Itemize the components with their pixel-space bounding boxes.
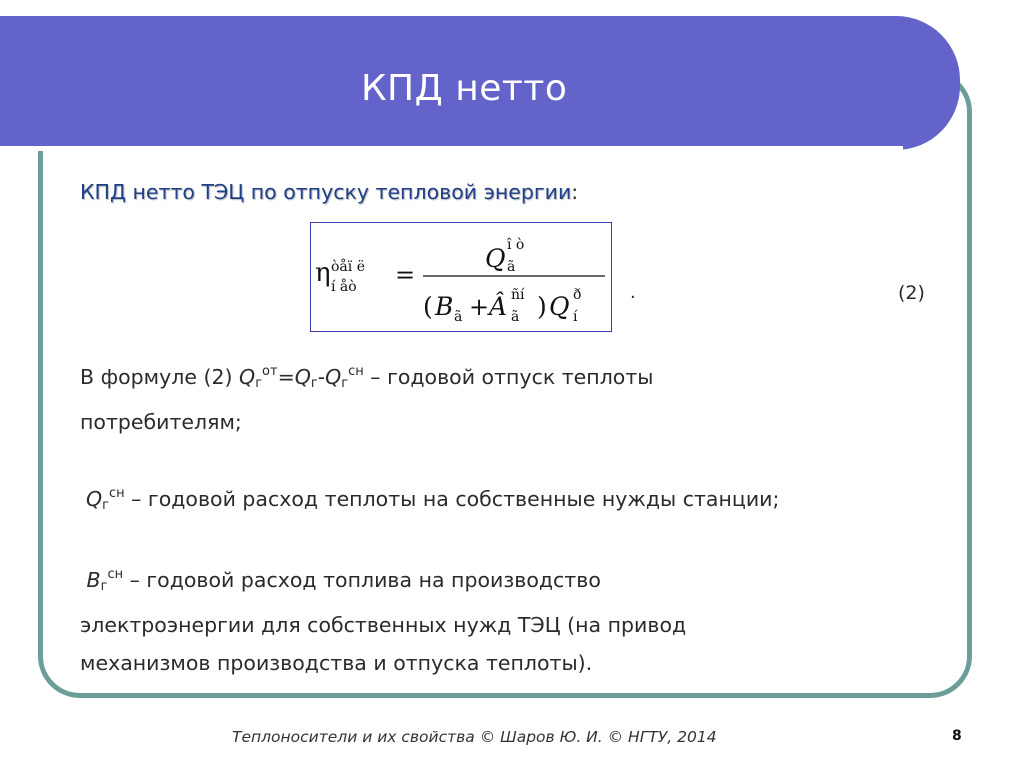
title-underline bbox=[0, 146, 903, 151]
para3-text: – годовой расход топлива на производство bbox=[123, 568, 601, 592]
paragraph-1 bbox=[80, 353, 653, 441]
formula-num-sup: î ò bbox=[507, 237, 525, 253]
para1-q1-sub: г bbox=[255, 376, 263, 391]
formula-eta-sub: í åò bbox=[331, 279, 357, 295]
formula-q-denominator: Q bbox=[549, 292, 570, 321]
para2-sub: г bbox=[102, 498, 109, 513]
formula-num-sub: ã bbox=[507, 259, 516, 275]
formula-dot: . bbox=[630, 282, 636, 303]
para3-sub: г bbox=[100, 579, 108, 594]
para2-sup: сн bbox=[108, 486, 125, 501]
para1-q2: Q bbox=[294, 365, 311, 389]
para1-text: В формуле (2) bbox=[80, 365, 240, 389]
para1-eq: = bbox=[277, 365, 295, 389]
formula-box bbox=[310, 222, 612, 332]
formula-q-sub: í bbox=[573, 309, 578, 325]
title-bar bbox=[0, 16, 960, 150]
para1-rest: – годовой отпуск теплоты bbox=[363, 365, 654, 389]
page-number: 8 bbox=[952, 728, 962, 744]
formula-a: Â bbox=[489, 292, 508, 321]
para1-q3-sup: сн bbox=[348, 364, 364, 379]
para1-q3: Q bbox=[325, 365, 342, 389]
para1-q2-sub: г bbox=[310, 376, 318, 391]
subtitle-text: КПД нетто ТЭЦ по отпуску тепловой энергии bbox=[80, 180, 572, 204]
formula-q-numerator: Q bbox=[485, 244, 506, 273]
formula-lparen: ( bbox=[423, 292, 433, 321]
formula-q-sup: ð bbox=[573, 287, 582, 303]
paragraph-1-line-1 bbox=[80, 353, 653, 403]
paragraph-3-line-3: механизмов производства и отпуска теплоты). bbox=[80, 651, 593, 675]
formula-plus: + bbox=[469, 293, 490, 321]
paragraph-2 bbox=[86, 475, 779, 525]
footer: Теплоносители и их свойства © Шаров Ю. И. © НГТУ, 2014 bbox=[232, 728, 717, 746]
para1-minus: - bbox=[317, 365, 326, 389]
subtitle-colon: : bbox=[571, 180, 579, 204]
formula-rparen: ) bbox=[537, 292, 547, 321]
para3-sup: сн bbox=[107, 567, 124, 582]
equation-number: (2) bbox=[898, 282, 925, 304]
formula-eta: η bbox=[315, 258, 331, 288]
formula-eta-sup: òåï ë bbox=[331, 259, 365, 275]
formula-b: B bbox=[435, 292, 454, 321]
para2-q: Q bbox=[86, 487, 103, 511]
subtitle bbox=[80, 180, 578, 204]
formula-equals: = bbox=[395, 261, 416, 289]
paragraph-1-line-2: потребителям; bbox=[80, 410, 242, 434]
para1-q3-sub: г bbox=[341, 376, 349, 391]
paragraph-3-line-1 bbox=[80, 556, 686, 606]
paragraph-3-line-2: электроэнергии для собственных нужд ТЭЦ (на привод bbox=[80, 613, 687, 637]
formula-a-sub: ã bbox=[511, 309, 520, 325]
para3-b: B bbox=[86, 568, 101, 592]
formula-a-sup: ñí bbox=[511, 287, 525, 303]
formula bbox=[311, 223, 611, 331]
para1-q1: Q bbox=[239, 365, 256, 389]
para2-text: – годовой расход теплоты на собственные нужды станции; bbox=[124, 487, 780, 511]
slide-title: КПД нетто bbox=[361, 68, 568, 109]
para1-q1-sup: от bbox=[262, 364, 278, 379]
paragraph-3 bbox=[80, 556, 686, 682]
formula-b-sub: ã bbox=[454, 309, 463, 325]
